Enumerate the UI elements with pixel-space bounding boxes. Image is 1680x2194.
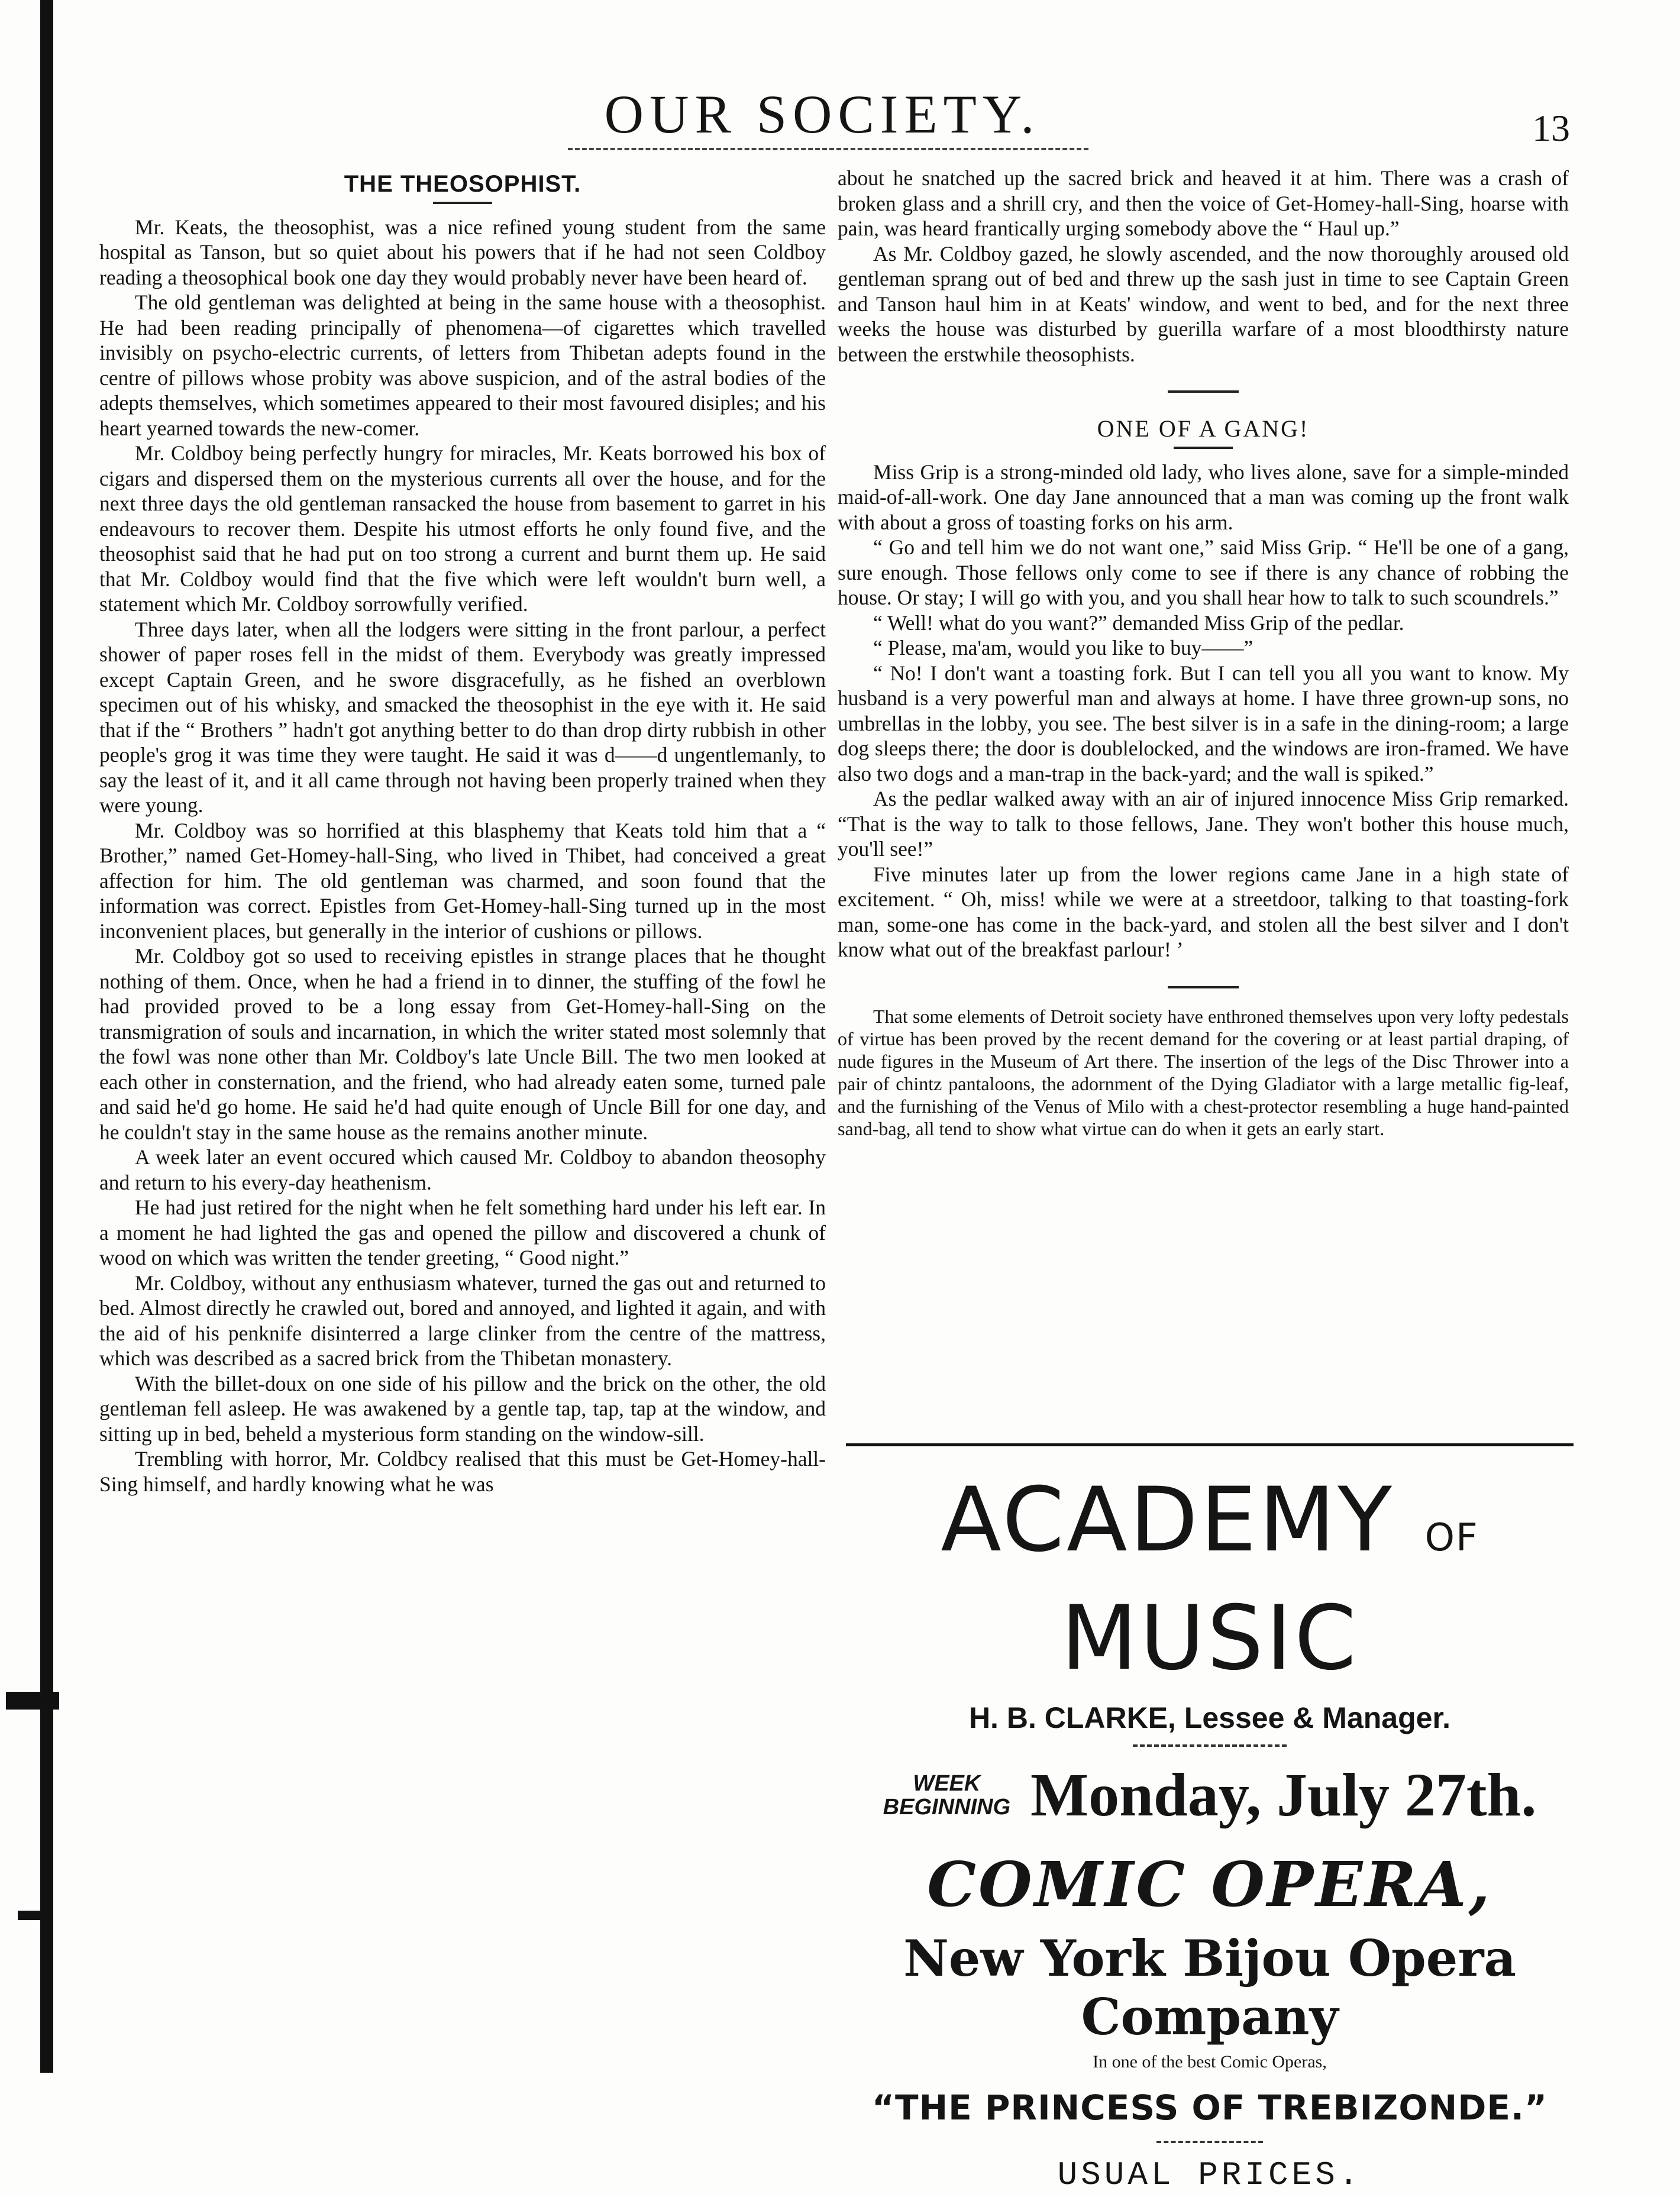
paragraph: As Mr. Coldboy gazed, he slowly ascended, and the now thoroughly aroused old gentleman sprang out of bed and threw up the sash just in time to see Captain Green and Tanson haul him in at Keats' window, and went to bed, and for the next three weeks the house was disturbed by guerilla warfare of a most bloodthirsty nature between the erstwhile theosophists. bbox=[838, 241, 1569, 366]
paragraph: With the billet-doux on one side of his pillow and the brick on the other, the old gentleman fell asleep. He was awakened by a gentle tap, tap, tap at the window, and sitting up in bed, beheld a mysterious form standing on the window-sill. bbox=[99, 1371, 826, 1446]
paragraph: “ Please, ma'am, would you like to buy——” bbox=[873, 636, 1253, 660]
paragraph: A week later an event occured which caused Mr. Coldboy to abandon theosophy and return to his every-day heathenism. bbox=[99, 1145, 826, 1194]
page-binding-edge bbox=[40, 0, 53, 2073]
paragraph: “ Well! what do you want?” demanded Miss Grip of the pedlar. bbox=[873, 610, 1404, 635]
title-rule bbox=[433, 202, 492, 204]
page-number: 13 bbox=[1532, 107, 1570, 149]
paragraph: Miss Grip is a strong-minded old lady, who lives alone, save for a simple-minded maid-of-all-work. One day Jane announced that a man was coming up the front walk with about a gross of toasting forks on his arm. bbox=[838, 460, 1569, 534]
ad-top-rule bbox=[846, 1443, 1574, 1446]
right-column bbox=[838, 166, 1569, 1140]
ad-title-end: MUSIC bbox=[1061, 1587, 1359, 1690]
ad-week-beginning bbox=[883, 1772, 1010, 1819]
ad-title-of: OF bbox=[1424, 1516, 1479, 1560]
article-title-gang: ONE OF A GANG! bbox=[1097, 415, 1310, 442]
paragraph: That some elements of Detroit society have enthroned themselves upon very lofty pedestals of virtue has been proved by the recent demand for the covering or at least partial draping, of nude figures in the Museum of Art there. The insertion of the legs of the Disc Thrower into a pair of chintz pantaloons, the adornment of the Dying Gladiator with a large metallic fig-leaf, and the furnishing of the Venus of Milo with a chest-protector resembling a huge hand-painted sand-bag, all tend to show what virtue can do when it gets an early start. bbox=[838, 1005, 1569, 1139]
article-title-theosophist: THE THEOSOPHIST. bbox=[344, 171, 581, 197]
ad-beginning-label: BEGINNING bbox=[883, 1794, 1011, 1820]
paragraph: He had just retired for the night when he felt something hard under his left ear. In a moment he had lighted the gas and opened the pillow and discovered a chunk of wood on which was written the tender greeting, “ Good night.” bbox=[99, 1195, 826, 1269]
paragraph: Mr. Coldboy, without any enthusiasm whatever, turned the gas out and returned to bed. Almost directly he crawled out, bored and annoyed, and lighted it again, and with the aid of his penknife disinterred a large clinker from the centre of the mattress, which was described as a sacred brick from the Thibetan monastery. bbox=[99, 1271, 826, 1370]
binding-mark bbox=[18, 1911, 53, 1920]
ad-divider bbox=[1133, 1744, 1287, 1747]
ad-prices: USUAL PRICES. bbox=[1057, 2156, 1362, 2194]
paragraph: “ No! I don't want a toasting fork. But I can tell you all you want to know. My husband is a very powerful man and always at home. I have three grown-up sons, no umbrellas in the lobby, you see. The best silver is in a safe in the dining-room; a large dog sleeps there; the door is doublelocked, and the windows are iron-framed. We have also two dogs and a man-trap in the back-yard; and the wall is spiked.” bbox=[838, 661, 1569, 786]
paragraph: about he snatched up the sacred brick and heaved it at him. There was a crash of broken glass and a shrill cry, and then the voice of Get-Homey-hall-Sing, hoarse with pain, was heard frantically urging somebody above the “ Haul up.” bbox=[838, 166, 1569, 240]
ad-genre: COMIC OPERA, bbox=[927, 1848, 1492, 1921]
paragraph: Three days later, when all the lodgers were sitting in the front parlour, a perfect shower of paper roses fell in the midst of them. Everybody was greatly impressed except Captain Green, and he swore disgracefully, as he fished an overblown specimen out of his whisky, and smacked the theosophist in the eye with it. He said that if the “ Brothers ” hadn't got anything better to do than drop dirty rubbish in other people's grog it was time they were taught. He said it was d——d ungentlemanly, to say the least of it, and it all came through not having been properly trained when they were young. bbox=[99, 617, 826, 817]
paragraph: Five minutes later up from the lower regions came Jane in a high state of excitement. “ Oh, miss! while we were at a streetdoor, talking to that toasting-fork man, some-one has come in the back-yard, and stolen all the best silver and I don't know what out of the breakfast parlour! ’ bbox=[838, 862, 1569, 961]
masthead-title: OUR SOCIETY. bbox=[604, 84, 1041, 144]
ad-subtitle: In one of the best Comic Operas, bbox=[1093, 2052, 1327, 2072]
ad-title bbox=[846, 1470, 1574, 1689]
ad-date: Monday, July 27th. bbox=[1030, 1761, 1537, 1829]
paragraph: As the pedlar walked away with an air of injured innocence Miss Grip remarked. “That is the way to talk to those fellows, Jane. They won't bother this house much, you'll see!” bbox=[838, 787, 1569, 861]
ad-company: New York Bijou Opera Company bbox=[903, 1929, 1516, 2046]
left-column bbox=[99, 166, 826, 1497]
paragraph: Mr. Coldboy being perfectly hungry for miracles, Mr. Keats borrowed his box of cigars and dispersed them on the mysterious currents all over the house, and for the next three days the old gentleman ransacked the house from basement to garret in his endeavours to recover them. Despite his utmost efforts he only found five, and the theosophist said that he had put on too strong a current and burnt them up. He said that Mr. Coldboy would find that the five which were left wouldn't burn well, a statement which Mr. Coldboy sorrowfully verified. bbox=[99, 441, 826, 616]
paragraph: Mr. Coldboy got so used to receiving epistles in strange places that he thought nothing of them. Once, when he had a friend in to dinner, the stuffing of the fowl he had provided proved to be a long essay from Get-Homey-hall-Sing on the transmigration of souls and incarnation, in which the writer stated most solemnly that the fowl was none other than Mr. Coldboy's late Uncle Bill. The two men looked at each other in consternation, and the friend, who had already eaten some, turned pale and said he'd go home. He said he'd had quite enough of Uncle Bill for one day, and he couldn't stay in the same house as the remains another minute. bbox=[99, 944, 826, 1144]
ad-manager: H. B. CLARKE, Lessee & Manager. bbox=[968, 1701, 1451, 1734]
paragraph: Mr. Coldboy was so horrified at this blasphemy that Keats told him that a “ Brother,” named Get-Homey-hall-Sing, who lived in Thibet, had conceived a great affection for him. The old gentleman was charmed, and soon found that the information was correct. Epistles from Get-Homey-hall-Sing turned up in the most inconvenient places, but generally in the interior of cushions or pillows. bbox=[99, 818, 826, 943]
paragraph: Trembling with horror, Mr. Coldbcy realised that this must be Get-Homey-hall-Sing himself, and hardly knowing what he was bbox=[99, 1447, 826, 1496]
title-rule bbox=[1174, 447, 1233, 449]
section-rule bbox=[1168, 986, 1239, 988]
ad-title-main: ACADEMY bbox=[941, 1469, 1394, 1572]
masthead-rule bbox=[568, 148, 1088, 150]
ad-week-line bbox=[846, 1760, 1574, 1830]
academy-of-music-advertisement bbox=[846, 1443, 1574, 2194]
paragraph: The old gentleman was delighted at being in the same house with a theosophist. He had been reading principally of phenomena—of cigarettes which travelled invisibly on psycho-electric currents, of letters from Thibetan adepts found in the centre of pillows whose probity was above suspicion, and of the astral bodies of the adepts themselves, which sometimes appeared to their most favoured disiples; and his heart yearned towards the new-comer. bbox=[99, 290, 826, 440]
ad-opera-title: “THE PRINCESS OF TREBIZONDE.” bbox=[871, 2088, 1548, 2128]
section-rule bbox=[1168, 390, 1239, 393]
ad-divider bbox=[1156, 2141, 1263, 2143]
ad-week-label: WEEK bbox=[913, 1770, 981, 1796]
paragraph: “ Go and tell him we do not want one,” said Miss Grip. “ He'll be one of a gang, sure enough. Those fellows only come to see if there is any chance of robbing the house. Or stay; I will go with you, and you shall hear how to talk to such scoundrels.” bbox=[838, 535, 1569, 609]
binding-mark bbox=[6, 1692, 59, 1710]
paragraph: Mr. Keats, the theosophist, was a nice refined young student from the same hospital as Tanson, but so quiet about his powers that if he had not seen Coldboy reading a theosophical book one day they would probably never have been heard of. bbox=[99, 215, 826, 289]
